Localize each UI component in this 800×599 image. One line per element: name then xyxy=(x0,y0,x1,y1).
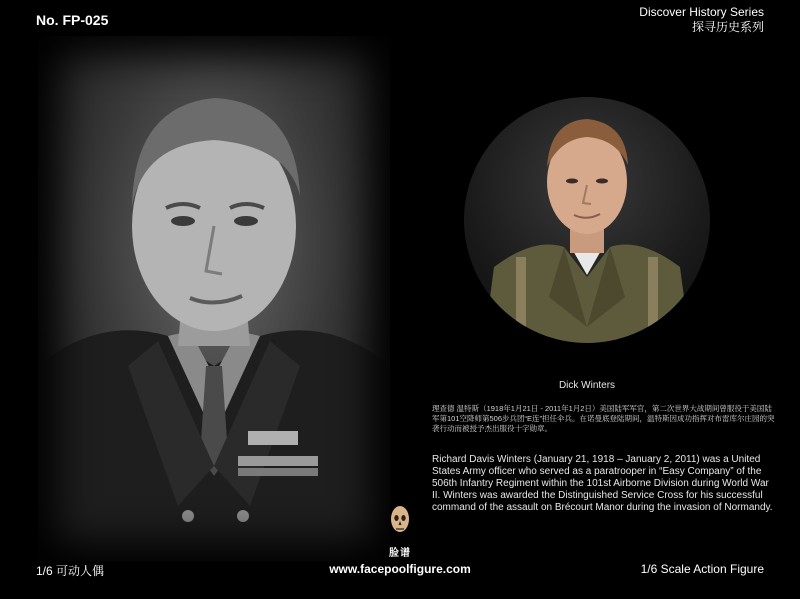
biography-chinese: 理查德 温特斯（1918年1月21日 - 2011年1月2日）美国陆军军官，第二次世界大战期间曾服役于美国陆军第101空降师第506步兵团“E连”担任伞兵。在诺曼底登陆期间，温特斯因成功指挥对布雷库尔庄园的突袭行动而被授予杰出服役十字勋章。 xyxy=(432,404,775,433)
action-figure-illustration xyxy=(464,97,710,343)
brand-logo-text: 脸谱 xyxy=(389,548,411,559)
historic-portrait-photo xyxy=(38,36,390,561)
series-title-en: Discover History Series xyxy=(639,5,764,19)
figure-caption: Dick Winters xyxy=(558,380,616,391)
website-link[interactable]: www.facepoolfigure.com xyxy=(329,562,471,576)
footer-scale-en: 1/6 Scale Action Figure xyxy=(640,562,764,576)
historic-portrait-illustration xyxy=(38,36,390,561)
brand-logo xyxy=(388,505,412,559)
skull-face-icon xyxy=(390,505,410,537)
series-title xyxy=(639,5,764,35)
footer-scale-zh: 1/6 可动人偶 xyxy=(36,564,105,578)
series-title-zh: 探寻历史系列 xyxy=(691,20,764,34)
action-figure-portrait xyxy=(464,97,710,343)
product-code: No. FP-025 xyxy=(36,12,109,28)
biography-english: Richard Davis Winters (January 21, 1918 – January 2, 2011) was a United States Army officer who served as a paratrooper in “Easy Company” of the 506th Infantry Regiment within the 101st Airborne Division during World War II. Winters was awarded the Distinguished Service Cross for his successful command of the assault on Brécourt Manor during the invasion of Normandy. xyxy=(432,454,773,513)
